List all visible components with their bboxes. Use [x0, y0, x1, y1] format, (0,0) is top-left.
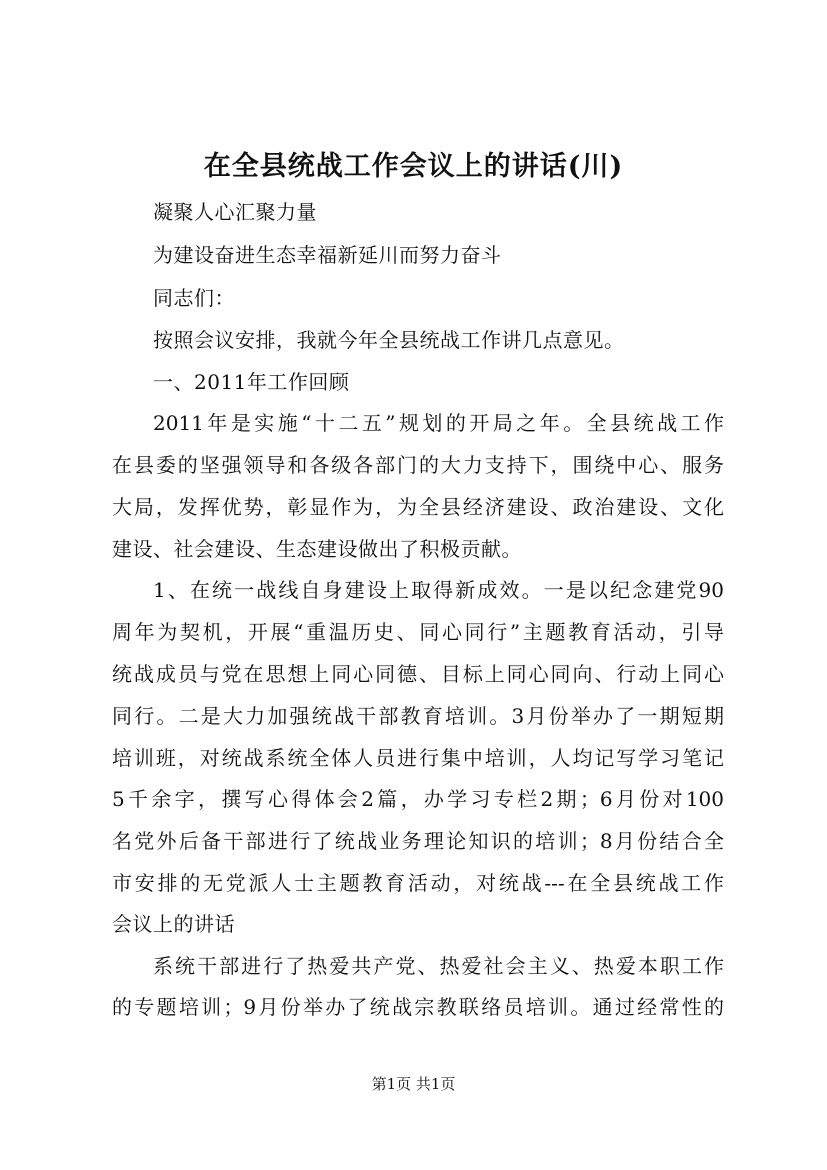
paragraph-line: 2011年是实施“十二五”规划的开局之年。全县统战工作 — [153, 411, 724, 435]
paragraph-line: 周年为契机，开展“重温历史、同心同行”主题教育活动，引导 — [112, 620, 724, 644]
paragraph-line: 1、在统一战线自身建设上取得新成效。一是以纪念建党90 — [153, 578, 724, 602]
paragraph-line: 大局，发挥优势，彰显作为，为全县经济建设、政治建设、文化 — [112, 495, 724, 519]
document-title: 在全县统战工作会议上的讲话(川) — [203, 151, 624, 182]
subtitle-line-2: 为建设奋进生态幸福新延川而努力奋斗 — [153, 243, 502, 267]
paragraph-line: 统战成员与党在思想上同心同德、目标上同心同向、行动上同心 — [112, 662, 724, 686]
paragraph-line: 市安排的无党派人士主题教育活动，对统战---在全县统战工作 — [112, 871, 724, 895]
salutation: 同志们： — [153, 286, 235, 310]
paragraph-line: 会议上的讲话 — [112, 912, 235, 936]
paragraph-line: 按照会议安排，我就今年全县统战工作讲几点意见。 — [153, 328, 625, 352]
paragraph-line: 培训班，对统战系统全体人员进行集中培训，人均记写学习笔记 — [112, 746, 724, 770]
paragraph-line: 在县委的坚强领导和各级各部门的大力支持下，围绕中心、服务 — [112, 453, 724, 477]
paragraph-line: 建设、社会建设、生态建设做出了积极贡献。 — [112, 537, 522, 561]
page-number-footer: 第1页 共1页 — [371, 1075, 456, 1093]
paragraph-line: 5千余字，撰写心得体会2篇，办学习专栏2期；6月份对100 — [112, 787, 724, 811]
section-heading: 一、2011年工作回顾 — [153, 370, 350, 394]
paragraph-line: 系统干部进行了热爱共产党、热爱社会主义、热爱本职工作 — [153, 954, 724, 978]
paragraph-line: 同行。二是大力加强统战干部教育培训。3月份举办了一期短期 — [112, 704, 724, 728]
paragraph-line: 的专题培训；9月份举办了统战宗教联络员培训。通过经常性的 — [112, 995, 724, 1019]
paragraph-line: 名党外后备干部进行了统战业务理论知识的培训；8月份结合全 — [112, 829, 724, 853]
subtitle-line-1: 凝聚人心汇聚力量 — [153, 200, 317, 224]
